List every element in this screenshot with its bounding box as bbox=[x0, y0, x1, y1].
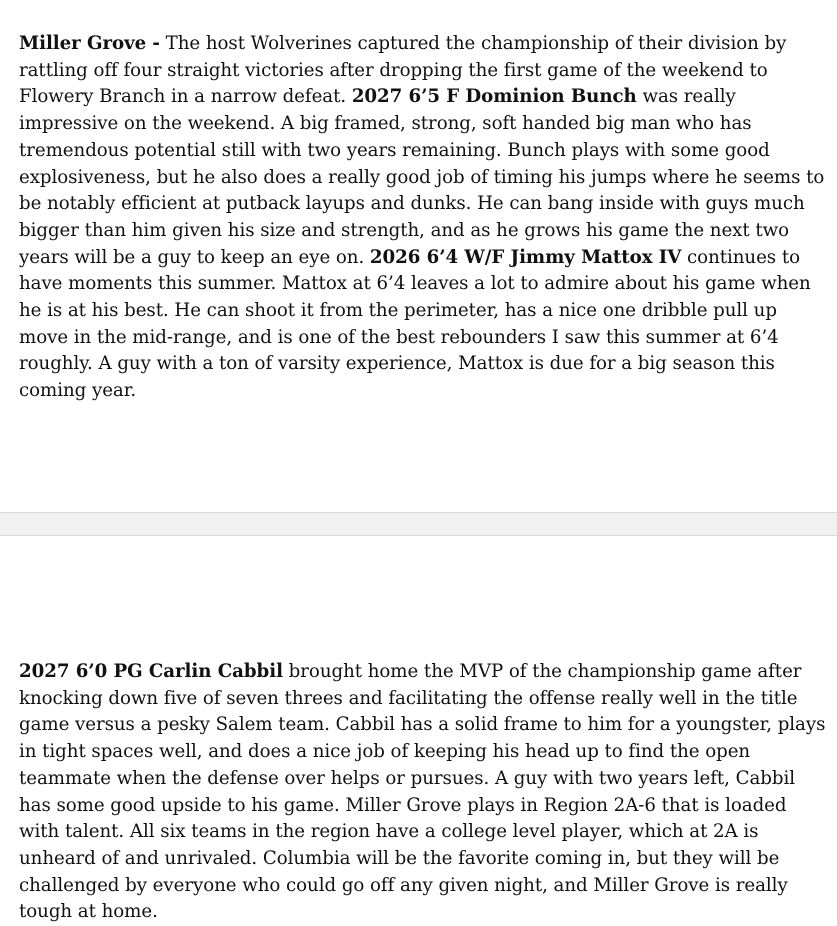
cabbil-paragraph bbox=[19, 659, 827, 926]
page-break-divider bbox=[0, 512, 837, 536]
paragraph-text: The host Wolverines captured the championship of their division by rattling off four straight victories after dropping the first game of the weekend to Flowery Branch in a narrow defeat. bbox=[19, 33, 787, 108]
player-name-mattox: 2026 6’4 W/F Jimmy Mattox IV bbox=[369, 246, 682, 268]
player-name-bunch: 2027 6’5 F Dominion Bunch bbox=[351, 86, 637, 108]
paragraph-text: brought home the MVP of the championship game after knocking down five of seven threes and facilitating the offense really well in the title game versus a pesky Salem team. Cabbil has a solid frame to him for a youngster, plays in tight spaces well, and does a nice job of keeping his head up to find the open teammate when the defense over helps or pursues. A guy with two years left, Cabbil has some good upside to his game. Miller Grove plays in Region 2A-6 that is loaded with talent. All six teams in the region have a college level player, which at 2A is unheard of and unrivaled. Columbia will be the favorite coming in, but they will be challenged by everyone who could go off any given night, and Miller Grove is really tough at home. bbox=[19, 661, 826, 923]
team-name: Miller Grove - bbox=[19, 33, 160, 54]
paragraph-text: was really impressive on the weekend. A big framed, strong, soft handed big man who has tremendous potential still with two years remaining. Bunch plays with some good explosiveness, but he also does a really good job of timing his jumps where he seems to be notably efficient at putback layups and dunks. He can bang inside with guys much bigger than him given his size and strength, and as he grows his game the next two years will be a guy to keep an eye on. bbox=[19, 86, 825, 268]
player-name-cabbil: 2027 6’0 PG Carlin Cabbil bbox=[19, 661, 283, 682]
miller-grove-paragraph bbox=[19, 31, 827, 405]
paragraph-text: continues to have moments this summer. Mattox at 6’4 leaves a lot to admire about his game when he is at his best. He can shoot it from the perimeter, has a nice one dribble pull up move in the mid-range, and is one of the best rebounders I saw this summer at 6’4 roughly. A guy with a ton of varsity experience, Mattox is due for a big season this coming year. bbox=[19, 246, 811, 402]
document-page-bottom bbox=[0, 536, 837, 923]
